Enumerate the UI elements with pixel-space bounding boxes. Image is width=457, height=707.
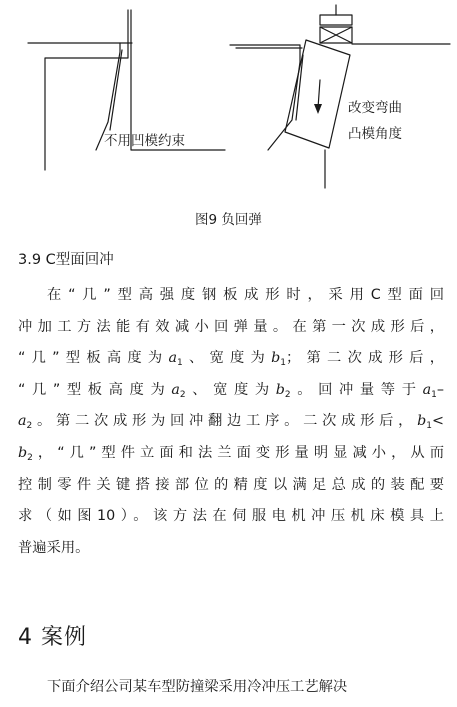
- text-line: 求（如图10）。该方法在伺服电机冲压机床模具上: [18, 508, 444, 525]
- motion-arrow-line: [318, 80, 320, 108]
- negative-springback-figure: [0, 0, 457, 200]
- text-line: $b_2$，“几”型件立面和法兰面变形量明显减小，从而: [18, 444, 444, 463]
- text-line: 控制零件关键搭接部位的精度以满足总成的装配要: [18, 476, 444, 493]
- section-3-9-heading: 3.9 C型面回冲: [18, 252, 114, 268]
- left-label: 不用凹模约束: [104, 133, 185, 149]
- right-clamp-cross: [320, 27, 352, 43]
- left-die-inner: [110, 50, 122, 130]
- right-clamp-box: [320, 15, 352, 25]
- text-line: 在“几”型高强度钢板成形时，采用C型面回: [47, 287, 444, 303]
- right-label-1: 改变弯曲: [348, 100, 402, 116]
- right-punch-block: [285, 40, 350, 148]
- right-label-2: 凸模角度: [348, 126, 402, 142]
- motion-arrow-head: [314, 104, 322, 114]
- left-punch-right: [131, 10, 225, 150]
- section-4-paragraph: [18, 672, 444, 704]
- section-4-heading: 4 案例: [18, 625, 87, 650]
- text-line: “几”型板高度为$a_2$、宽度为$b_2$。回冲量等于$a_1-$: [18, 381, 445, 400]
- section-3-9-paragraph: [18, 280, 444, 564]
- text-line: 普遍采用。: [18, 539, 90, 556]
- text-line: $a_2$。第二次成形为回冲翻边工序。二次成形后，$b_1<$: [18, 413, 444, 432]
- text-line: “几”型板高度为$a_1$、宽度为$b_1$；第二次成形后，: [18, 350, 444, 369]
- text-line: 下面介绍公司某车型防撞梁采用冷冲压工艺解决: [47, 679, 348, 695]
- text-line: 冲加工方法能有效减小回弹量。在第一次成形后，: [18, 318, 444, 335]
- figure-caption: 图9 负回弹: [195, 212, 262, 228]
